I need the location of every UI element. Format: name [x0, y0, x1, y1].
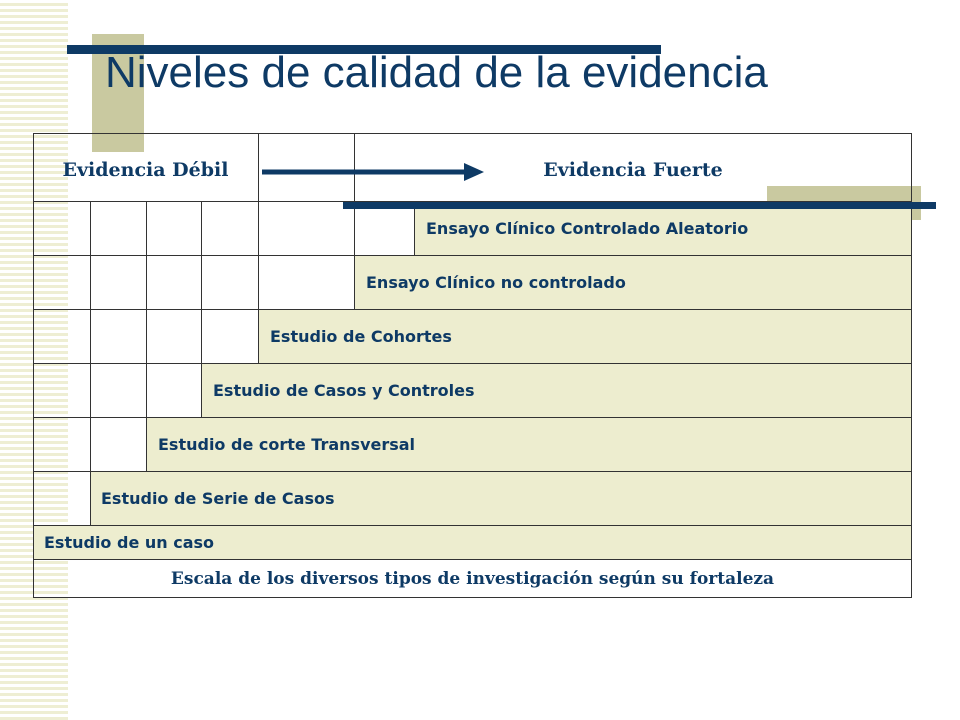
row-label-casos-controles: Estudio de Casos y Controles	[213, 381, 475, 400]
row-label-corte-transversal: Estudio de corte Transversal	[158, 435, 416, 454]
strong-evidence-label: Evidencia Fuerte	[543, 159, 723, 181]
grid-line	[414, 201, 415, 255]
grid-line	[201, 201, 202, 417]
grid-line	[146, 201, 147, 471]
weak-evidence-label: Evidencia Débil	[62, 159, 229, 181]
row-label-serie-casos: Estudio de Serie de Casos	[101, 489, 335, 508]
row-label-ensayo-aleatorio: Ensayo Clínico Controlado Aleatorio	[426, 219, 749, 238]
grid-line	[33, 309, 912, 310]
row-label-ensayo-no-controlado: Ensayo Clínico no controlado	[366, 273, 626, 292]
grid-line	[258, 201, 259, 363]
row-label-un-caso: Estudio de un caso	[44, 533, 215, 552]
row-label-cohortes: Estudio de Cohortes	[270, 327, 452, 346]
grid-line	[354, 201, 355, 309]
slide-title: Niveles de calidad de la evidencia	[105, 48, 768, 97]
grid-line	[258, 133, 259, 201]
arrow-right-icon	[262, 161, 486, 183]
grid-line	[90, 201, 91, 525]
table-caption: Escala de los diversos tipos de investigación según su fortaleza	[170, 569, 775, 589]
grid-line	[33, 559, 912, 560]
